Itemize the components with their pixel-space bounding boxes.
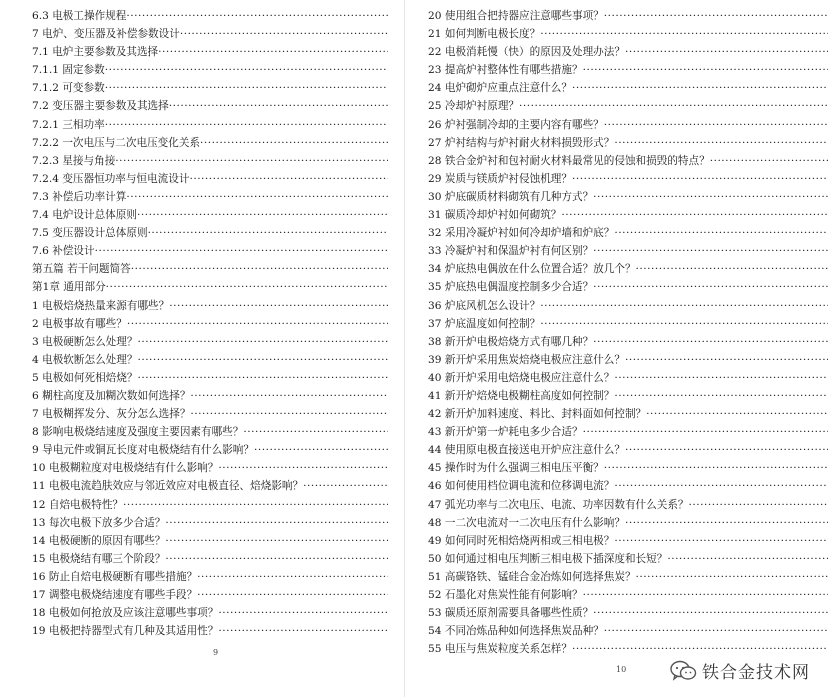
toc-entry: 28 铁合金炉衬和包衬耐火材料最常见的侵蚀和损毁的特点？ ····· [428, 152, 828, 170]
toc-entry: 16 防止自焙电极硬断有哪些措施？ ····· [32, 568, 388, 586]
toc-entry: 14 电极硬断的原因有哪些？ ····· [32, 532, 388, 550]
toc-entry: 50 如何通过相电压判断三相电极下插深度和长短？ ····· [428, 550, 828, 568]
toc-entry: 55 电压与焦炭粒度关系怎样？ ····· [428, 640, 828, 658]
toc-entry: 22 电极消耗慢（快）的原因及处理办法？ ····· [428, 43, 828, 61]
toc-entry: 36 炉底风机怎么设计？ ····· [428, 297, 828, 315]
wechat-icon [669, 660, 697, 682]
toc-entry: 7 电炉、变压器及补偿参数设计 ····· [32, 25, 388, 43]
toc-entry: 42 新开炉加料速度、料比、封料面如何控制？ ····· [428, 405, 828, 423]
toc-entry: 49 如何同时死相焙烧两相或三相电极？ ····· [428, 532, 828, 550]
toc-entry: 1 电极焙烧热量来源有哪些？ ····· [32, 297, 388, 315]
toc-entry: 29 炭质与镁质炉衬侵蚀机理？ ····· [428, 170, 828, 188]
toc-entry: 38 新开炉电极焙烧方式有哪几种？ ····· [428, 333, 828, 351]
toc-entry: 47 弧光功率与二次电压、电流、功率因数有什么关系？ ····· [428, 496, 828, 514]
toc-entry: 23 提高炉衬整体性有哪些措施？ ····· [428, 61, 828, 79]
toc-entry: 37 炉底温度如何控制？ ····· [428, 315, 828, 333]
watermark [669, 658, 810, 683]
toc-entry: 5 电极如何死相焙烧？ ····· [32, 369, 388, 387]
toc-entry: 15 电极烧结有哪三个阶段？ ····· [32, 550, 388, 568]
toc-entry: 10 电极糊粒度对电极烧结有什么影响？ ····· [32, 459, 388, 477]
toc-entry: 34 炉底热电偶放在什么位置合适？放几个？ ····· [428, 260, 828, 278]
toc-entry: 2 电极事故有哪些？ ····· [32, 315, 388, 333]
toc-entry: 20 使用组合把持器应注意哪些事项？ ····· [428, 7, 828, 25]
toc-entry: 24 电炉砌炉应重点注意什么？ ····· [428, 79, 828, 97]
toc-entry: 21 如何判断电极长度？ ····· [428, 25, 828, 43]
toc-entry: 第五篇 若干问题简答 ····· [32, 260, 388, 278]
toc-entry: 7.6 补偿设计 ····· [32, 242, 388, 260]
toc-entry: 7.4 电炉设计总体原则 ····· [32, 206, 388, 224]
toc-entry: 30 炉底碳质材料砌筑有几种方式？ ····· [428, 188, 828, 206]
watermark-text: 铁合金技术网 [702, 663, 810, 683]
toc-entry: 18 电极如何抢放及应该注意哪些事项？ ····· [32, 604, 388, 622]
page-divider [404, 0, 405, 697]
toc-entry: 32 采用冷凝炉衬如何冷却炉墙和炉底？ ····· [428, 224, 828, 242]
toc-entry: 6 糊柱高度及加糊次数如何选择？ ····· [32, 387, 388, 405]
toc-entry: 11 电极电流趋肤效应与邻近效应对电极直径、焙烧影响？ ····· [32, 477, 388, 495]
left-page [0, 0, 405, 697]
toc-entry: 53 碳质还原剂需要具备哪些性质？ ····· [428, 604, 828, 622]
toc-entry: 17 调整电极烧结速度有哪些手段？ ····· [32, 586, 388, 604]
toc-entry: 7.2.1 三相功率 ····· [32, 116, 388, 134]
toc-entry: 7.1.1 固定参数 ····· [32, 61, 388, 79]
toc-entry: 7.2.3 星接与角接 ····· [32, 152, 388, 170]
toc-entry: 52 石墨化对焦炭性能有何影响？ ····· [428, 586, 828, 604]
toc-entry: 41 新开炉焙烧电极糊柱高度如何控制？ ····· [428, 387, 828, 405]
right-page-number: 10 [616, 665, 627, 674]
toc-entry: 54 不同冶炼品种如何选择焦炭品种？ ····· [428, 622, 828, 640]
toc-entry: 19 电极把持器型式有几种及其适用性？ ····· [32, 622, 388, 640]
toc-entry: 31 碳质冷却炉衬如何砌筑？ ····· [428, 206, 828, 224]
toc-entry: 第1章 通用部分 ····· [32, 278, 388, 296]
toc-entry: 7 电极糊挥发分、灰分怎么选择？ ····· [32, 405, 388, 423]
toc-entry: 13 每次电极下放多少合适？ ····· [32, 514, 388, 532]
toc-entry: 39 新开炉采用焦炭焙烧电极应注意什么？ ····· [428, 351, 828, 369]
right-toc-list [428, 7, 828, 658]
toc-entry: 45 操作时为什么强调三相电压平衡？ ····· [428, 459, 828, 477]
toc-entry: 51 高碳铬铁、锰硅合金冶炼如何选择焦炭？ ····· [428, 568, 828, 586]
toc-entry: 12 自焙电极特性？ ····· [32, 496, 388, 514]
toc-entry: 40 新开炉采用电焙烧电极应注意什么？ ····· [428, 369, 828, 387]
toc-entry: 7.2 变压器主要参数及其选择 ····· [32, 97, 388, 115]
left-page-number: 9 [213, 648, 219, 657]
toc-entry: 7.2.4 变压器恒功率与恒电流设计 ····· [32, 170, 388, 188]
toc-entry: 3 电极硬断怎么处理？ ····· [32, 333, 388, 351]
toc-entry: 35 炉底热电偶温度控制多少合适？ ····· [428, 278, 828, 296]
toc-entry: 7.1.2 可变参数 ····· [32, 79, 388, 97]
toc-entry: 25 冷却炉衬原理？ ····· [428, 97, 828, 115]
right-page [412, 0, 834, 697]
toc-entry: 7.5 变压器设计总体原则 ····· [32, 224, 388, 242]
toc-entry: 26 炉衬强制冷却的主要内容有哪些？ ····· [428, 116, 828, 134]
toc-entry: 6.3 电极工操作规程 ····· [32, 7, 388, 25]
toc-entry: 7.1 电炉主要参数及其选择 ····· [32, 43, 388, 61]
toc-entry: 44 使用原电极直接送电开炉应注意什么？ ····· [428, 441, 828, 459]
toc-entry: 46 如何使用档位调电流和位移调电流？ ····· [428, 477, 828, 495]
toc-entry: 7.3 补偿后功率计算 ····· [32, 188, 388, 206]
toc-entry: 43 新开炉第一炉耗电多少合适？ ····· [428, 423, 828, 441]
toc-entry: 4 电极软断怎么处理？ ····· [32, 351, 388, 369]
toc-entry: 9 导电元件或铜瓦长度对电极烧结有什么影响？ ····· [32, 441, 388, 459]
toc-entry: 48 一二次电流对一二次电压有什么影响？ ····· [428, 514, 828, 532]
toc-entry: 7.2.2 一次电压与二次电压变化关系 ····· [32, 134, 388, 152]
toc-entry: 8 影响电极烧结速度及强度主要因素有哪些？ ····· [32, 423, 388, 441]
toc-entry: 27 炉衬结构与炉衬耐火材料损毁形式？ ····· [428, 134, 828, 152]
toc-entry: 33 冷凝炉衬和保温炉衬有何区别？ ····· [428, 242, 828, 260]
left-toc-list [32, 7, 388, 640]
